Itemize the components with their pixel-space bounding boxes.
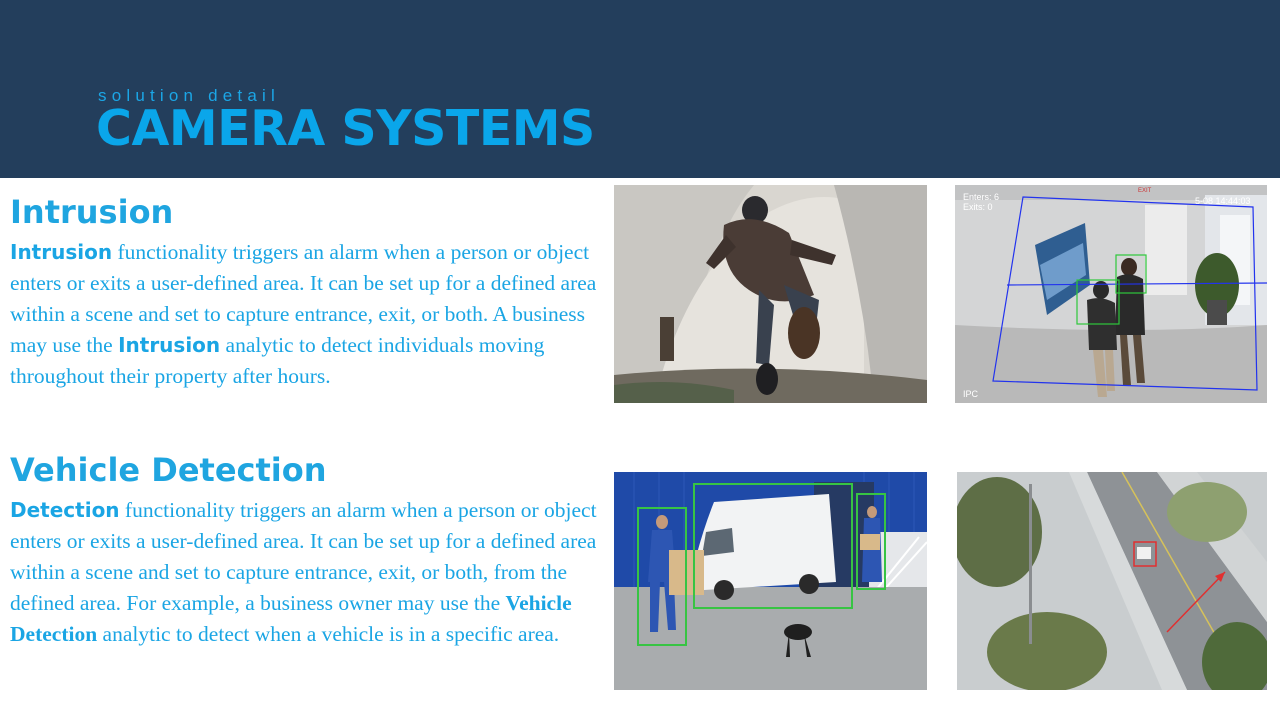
intrusion-text-part1: functionality triggers an alarm when a person or object enters or exits a user-defined area. It can be set up for a defined area within a scene and set to capture entrance, exit, or both. A business may use the — [10, 240, 597, 357]
cctv-timestamp: 5-08 14:44:03 — [1195, 196, 1251, 206]
vehicle-detection-keyword: Vehicle Detection — [10, 591, 572, 646]
intrusion-text-part2: analytic to detect individuals moving throughout their property after hours. — [10, 333, 545, 388]
cctv-enters-count: Enters: 6 — [963, 192, 1000, 202]
detection-keyword: Detection — [10, 498, 120, 522]
page-title: CAMERA SYSTEMS — [96, 100, 595, 157]
vehicle-detection-paragraph — [10, 495, 610, 650]
header-banner — [0, 0, 1280, 178]
vehicle-text-part2: analytic to detect when a vehicle is in a specific area. — [97, 622, 560, 646]
intrusion-keyword: Intrusion — [10, 240, 113, 264]
cctv-exits-count: Exits: 0 — [963, 202, 993, 212]
aerial-street-photo — [957, 472, 1267, 690]
exit-sign: EXIT — [1138, 188, 1152, 194]
intrusion-keyword-2: Intrusion — [118, 333, 221, 357]
header-kicker: solution detail — [98, 86, 280, 105]
intrusion-heading: Intrusion — [10, 193, 174, 231]
vehicle-text-part1: functionality triggers an alarm when a person or object enters or exits a user-defined area. It can be set up for a defined area within a scene and set to capture entrance, exit, or both, from the defined area. For example, a business owner may use the — [10, 498, 597, 615]
intruder-running-photo — [614, 185, 927, 403]
cctv-channel-label: IPC — [963, 389, 979, 399]
warehouse-van-photo — [614, 472, 927, 690]
vehicle-detection-heading: Vehicle Detection — [10, 451, 327, 489]
intrusion-paragraph — [10, 237, 610, 392]
cctv-hallway-photo — [955, 185, 1267, 403]
